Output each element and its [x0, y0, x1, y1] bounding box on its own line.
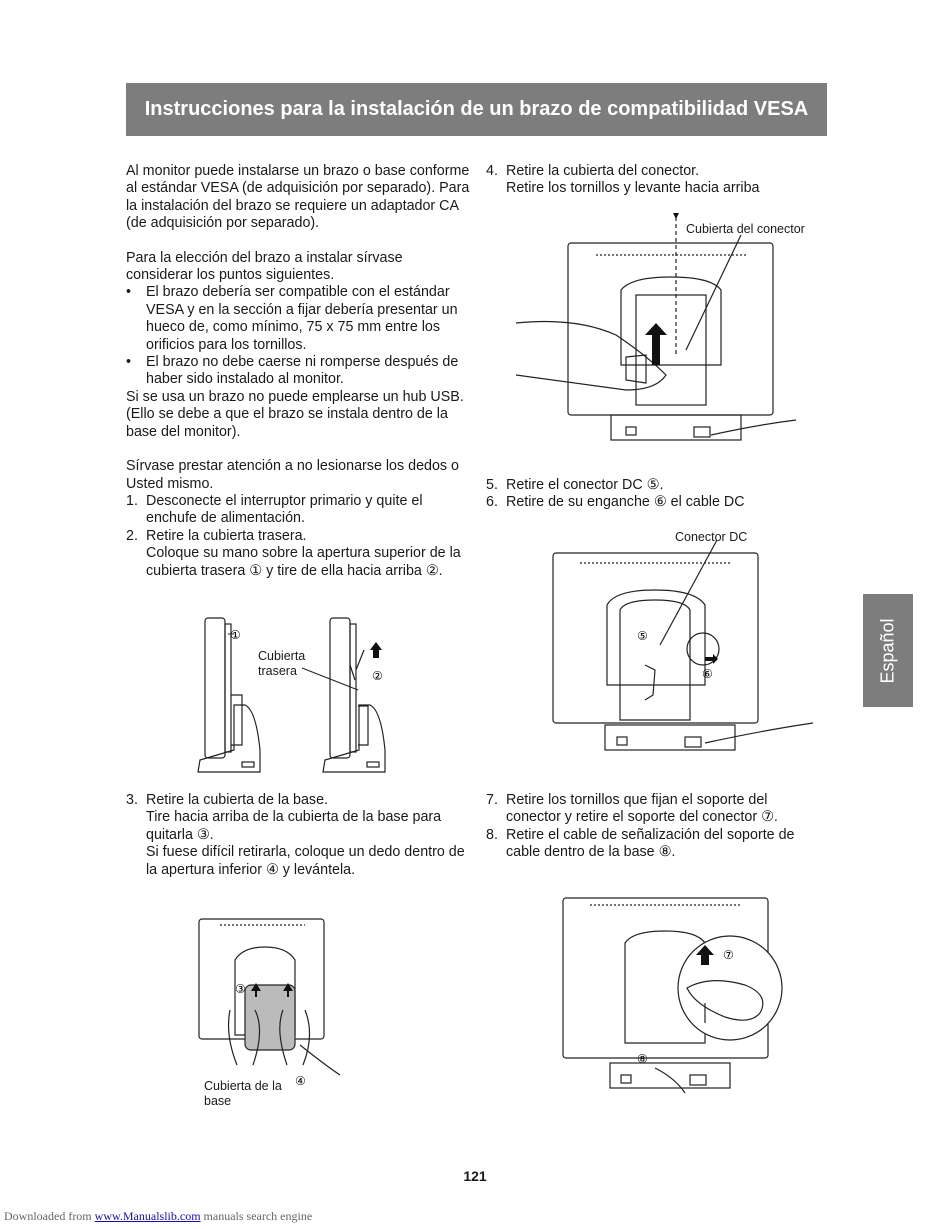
manualslib-link[interactable]: www.Manualslib.com	[94, 1209, 201, 1223]
intro-paragraph: Al monitor puede instalarse un brazo o base conforme al estándar VESA (de adquisición por separado). Para la instalación del brazo se requiere un adaptador CA (de adquisición por separado).	[126, 163, 470, 232]
dc-connector-illustration	[545, 545, 815, 760]
download-footer: Downloaded from www.Manualslib.com manuals search engine	[4, 1209, 313, 1223]
base-cover-illustration	[195, 915, 345, 1088]
steps-5-6	[486, 477, 816, 512]
marker-4: ④	[295, 1074, 306, 1088]
marker-7: ⑦	[723, 948, 734, 962]
rear-cover-label: Cubierta trasera	[258, 649, 306, 678]
marker-6: ⑥	[702, 667, 713, 681]
rear-cover-side-view-illustration	[190, 610, 410, 780]
step-1: 1. Desconecte el interruptor primario y quite el enchufe de alimentación.	[126, 492, 423, 527]
marker-8: ⑧	[637, 1052, 648, 1066]
step-3: 3. Retire la cubierta de la base. Tire hacia arriba de la cubierta de la base para quitarla ③. Si fuese difícil retirarla, coloque un dedo dentro de la apertura inferior ④ y levántela.	[126, 792, 465, 878]
step-5: 5. Retire el conector DC ⑤.	[486, 477, 664, 493]
selection-paragraph: Para la elección del brazo a instalar sírvase considerar los puntos siguientes.	[126, 249, 403, 284]
language-tab	[863, 594, 913, 707]
base-cover-label: Cubierta de la base	[204, 1079, 282, 1108]
connector-cover-label: Cubierta del conector	[686, 222, 805, 236]
page-title-banner	[126, 83, 827, 136]
bullet-item: • El brazo debería ser compatible con el estándar VESA y en la sección a fijar debería presentar un hueco de, como mínimo, 75 x 75 mm entre los orificios para los tornillos.	[126, 284, 458, 353]
step-7: 7. Retire los tornillos que fijan el soporte del conector y retire el soporte del conector ⑦.	[486, 792, 778, 826]
language-tab-label: Español	[877, 617, 898, 684]
safety-note: Sírvase prestar atención a no lesionarse los dedos o Usted mismo.	[126, 458, 459, 492]
step-8: 8. Retire el cable de señalización del soporte de cable dentro de la base ⑧.	[486, 826, 795, 861]
steps-7-8	[486, 792, 812, 862]
page-number: 121	[463, 1168, 487, 1184]
marker-2: ②	[372, 669, 383, 683]
bullet-item: • El brazo no debe caerse ni romperse después de haber sido instalado al monitor.	[126, 354, 459, 388]
page-title: Instrucciones para la instalación de un brazo de compatibilidad VESA	[144, 98, 809, 120]
connector-cover-illustration	[516, 205, 806, 465]
marker-1: ①	[230, 628, 241, 642]
marker-3: ③	[235, 982, 246, 996]
step-4: 4. Retire la cubierta del conector. Retire los tornillos y levante hacia arriba	[486, 163, 760, 197]
dc-connector-label: Conector DC	[675, 530, 748, 544]
marker-5: ⑤	[637, 629, 648, 643]
usb-note: Si se usa un brazo no puede emplearse un hub USB. (Ello se debe a que el brazo se instala dentro de la base del monitor).	[126, 388, 464, 440]
connector-bracket-illustration	[555, 893, 785, 1108]
step-2: 2. Retire la cubierta trasera. Coloque su mano sobre la apertura superior de la cubierta trasera ① y tire de ella hacia arriba ②.	[126, 527, 461, 579]
step-6: 6. Retire de su enganche ⑥ el cable DC	[486, 494, 745, 511]
left-column-top	[126, 163, 470, 580]
